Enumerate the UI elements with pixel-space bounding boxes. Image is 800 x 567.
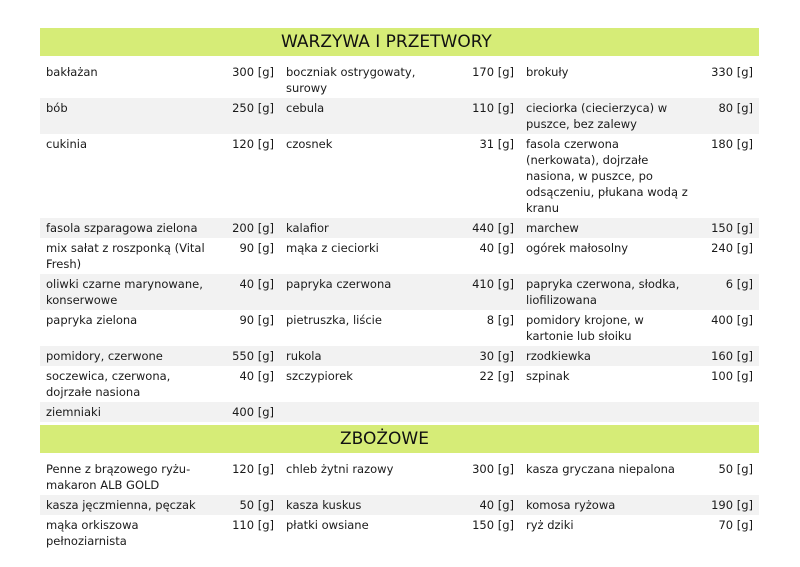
- item-quantity: 70 [g]: [718, 518, 753, 532]
- table-row: [40, 274, 759, 310]
- item-quantity: 440 [g]: [458, 218, 520, 238]
- item-quantity: 200 [g]: [218, 218, 280, 238]
- item-name: pomidory krojone, w kartonie lub słoiku: [526, 313, 644, 343]
- item-quantity: 80 [g]: [697, 98, 759, 134]
- item-name: bób: [40, 98, 218, 134]
- table-row: [40, 134, 759, 218]
- item-quantity: 400 [g]: [711, 313, 753, 327]
- item-name: [280, 402, 458, 422]
- table-row: [40, 366, 759, 402]
- item-quantity: 180 [g]: [711, 137, 753, 151]
- item-quantity: 120 [g]: [232, 137, 274, 151]
- item-quantity: 400 [g]: [218, 402, 280, 422]
- item-quantity: 330 [g]: [711, 65, 753, 79]
- item-name: Penne z brązowego ryżu- makaron ALB GOLD: [46, 462, 191, 492]
- item-quantity: 300 [g]: [232, 65, 274, 79]
- table-row: [40, 98, 759, 134]
- item-quantity: 40 [g]: [239, 369, 274, 383]
- table-row: [40, 346, 759, 366]
- item-name: boczniak ostrygowaty, surowy: [286, 65, 416, 95]
- section-title: ZBOŻOWE: [340, 429, 429, 449]
- table-row: [40, 218, 759, 238]
- item-name: kasza jęczmienna, pęczak: [40, 495, 218, 515]
- item-name: kasza kuskus: [280, 495, 458, 515]
- item-quantity: 110 [g]: [458, 98, 520, 134]
- item-name: fasola czerwona (nerkowata), dojrzałe nasiona, w puszce, po odsączeniu, płukana wodą z kranu: [526, 137, 688, 215]
- item-name: ogórek małosolny: [526, 241, 629, 255]
- item-name: papryka zielona: [46, 313, 138, 327]
- item-name: cebula: [280, 98, 458, 134]
- item-name: mix sałat z roszponką (Vital Fresh): [46, 241, 205, 271]
- item-name: płatki owsiane: [286, 518, 369, 532]
- item-name: soczewica, czerwona, dojrzałe nasiona: [46, 369, 171, 399]
- item-quantity: 6 [g]: [697, 274, 759, 310]
- item-quantity: 240 [g]: [711, 241, 753, 255]
- item-quantity: 120 [g]: [232, 462, 274, 476]
- item-quantity: [458, 402, 520, 422]
- item-quantity: 110 [g]: [232, 518, 274, 532]
- item-quantity: 50 [g]: [218, 495, 280, 515]
- item-name: cukinia: [46, 137, 87, 151]
- item-name: szczypiorek: [286, 369, 353, 383]
- item-quantity: 250 [g]: [218, 98, 280, 134]
- item-quantity: 31 [g]: [479, 137, 514, 151]
- item-quantity: 170 [g]: [472, 65, 514, 79]
- item-name: cieciorka (ciecierzyca) w puszce, bez zalewy: [520, 98, 697, 134]
- table-row: [40, 62, 759, 98]
- item-name: rzodkiewka: [520, 346, 697, 366]
- section-title: WARZYWA I PRZETWORY: [281, 32, 492, 52]
- section-header-grains: [40, 425, 759, 453]
- item-name: rukola: [280, 346, 458, 366]
- item-name: czosnek: [286, 137, 333, 151]
- table-row: [40, 310, 759, 346]
- vegetables-table: [40, 62, 759, 422]
- grains-table: [40, 459, 759, 551]
- item-name: bakłażan: [46, 65, 98, 79]
- item-name: papryka czerwona: [280, 274, 458, 310]
- section-header-vegetables: [40, 28, 759, 56]
- item-quantity: 550 [g]: [218, 346, 280, 366]
- item-quantity: 190 [g]: [697, 495, 759, 515]
- item-quantity: 30 [g]: [458, 346, 520, 366]
- item-name: komosa ryżowa: [520, 495, 697, 515]
- item-quantity: 40 [g]: [479, 241, 514, 255]
- item-quantity: 150 [g]: [472, 518, 514, 532]
- item-name: pietruszka, liście: [286, 313, 382, 327]
- item-name: kasza gryczana niepalona: [526, 462, 675, 476]
- item-name: pomidory, czerwone: [40, 346, 218, 366]
- item-quantity: 100 [g]: [711, 369, 753, 383]
- item-name: mąka z cieciorki: [286, 241, 379, 255]
- item-name: mąka orkiszowa pełnoziarnista: [46, 518, 139, 548]
- item-name: fasola szparagowa zielona: [40, 218, 218, 238]
- item-name: oliwki czarne marynowane, konserwowe: [40, 274, 218, 310]
- item-name: marchew: [520, 218, 697, 238]
- item-name: kalafior: [280, 218, 458, 238]
- item-quantity: 160 [g]: [697, 346, 759, 366]
- item-name: ziemniaki: [40, 402, 218, 422]
- item-name: szpinak: [526, 369, 570, 383]
- item-quantity: 8 [g]: [486, 313, 514, 327]
- item-quantity: 22 [g]: [479, 369, 514, 383]
- item-quantity: 300 [g]: [472, 462, 514, 476]
- item-quantity: 90 [g]: [239, 241, 274, 255]
- item-name: [520, 402, 697, 422]
- item-name: brokuły: [526, 65, 569, 79]
- item-quantity: [697, 402, 759, 422]
- table-row: [40, 515, 759, 551]
- item-quantity: 50 [g]: [718, 462, 753, 476]
- item-quantity: 90 [g]: [239, 313, 274, 327]
- item-name: papryka czerwona, słodka, liofilizowana: [520, 274, 697, 310]
- item-quantity: 410 [g]: [458, 274, 520, 310]
- item-quantity: 150 [g]: [697, 218, 759, 238]
- item-name: chleb żytni razowy: [286, 462, 394, 476]
- table-row: [40, 238, 759, 274]
- table-row: [40, 495, 759, 515]
- item-name: ryż dziki: [526, 518, 574, 532]
- item-quantity: 40 [g]: [458, 495, 520, 515]
- table-row: [40, 459, 759, 495]
- item-quantity: 40 [g]: [218, 274, 280, 310]
- table-row: [40, 402, 759, 422]
